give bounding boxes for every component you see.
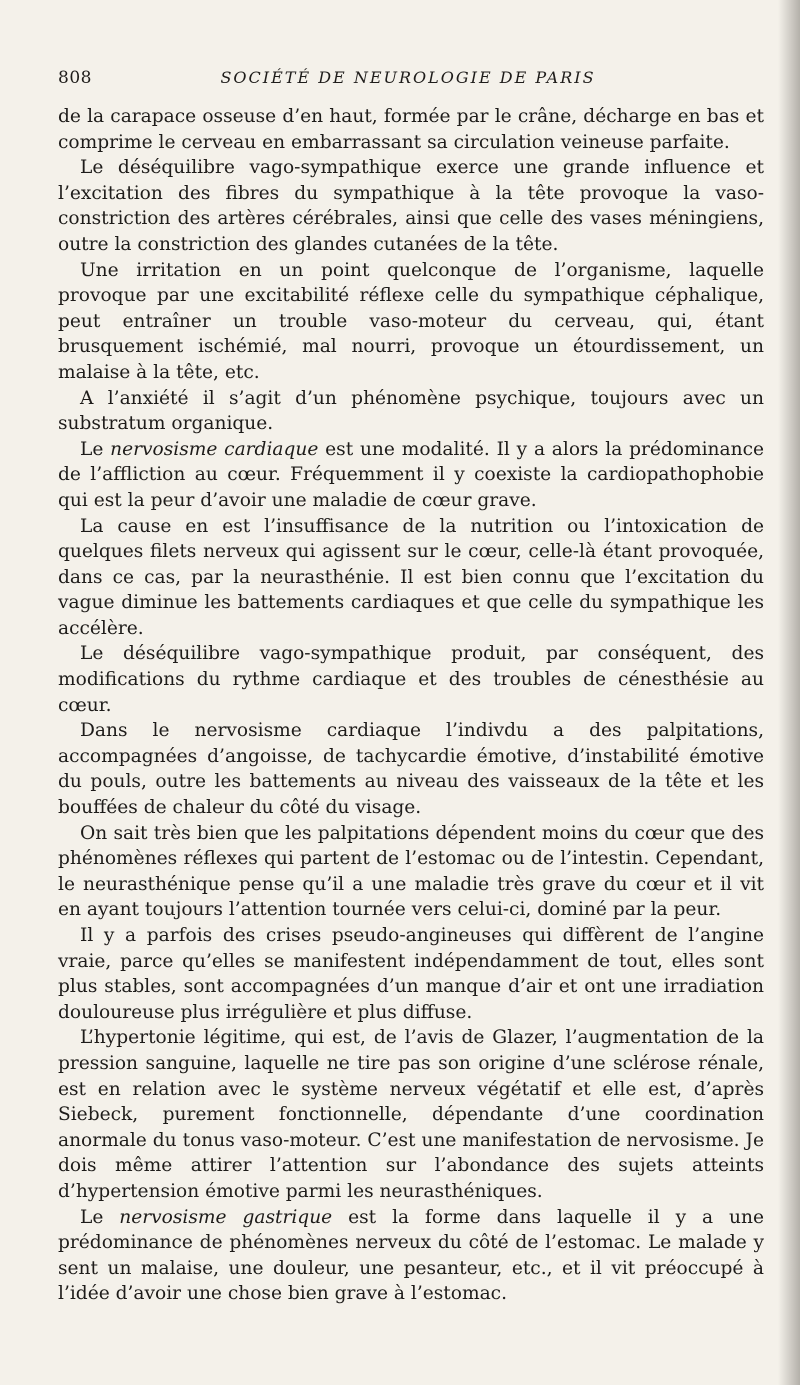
paragraph-2: Le déséquilibre vago-sympathique exerce une grande influence et l’excitation des fibres du sympathique à la tête provoque la vaso-constriction des artères cérébrales, ainsi que celle des vases méningiens, outre la constriction des glandes cutanées de la tête.: [58, 157, 764, 255]
paragraph-9: On sait très bien que les palpitations dépendent moins du cœur que des phénomènes réflexes qui partent de l’estomac ou de l’intestin. Cependant, le neurasthénique pense qu’il a une maladie très grave du cœur et il vit en ayant toujours l’attention tournée vers celui-ci, dominé par la peur.: [58, 822, 764, 921]
paragraph-10: Il y a parfois des crises pseudo-angineuses qui diffèrent de l’angine vraie, parce qu’elles se manifestent indépendamment de tout, elles sont plus stables, sont accompagnées d’un manque d’air et ont une irradiation douloureuse plus irrégulière et plus diffuse.: [58, 925, 764, 1023]
paragraph-8: Dans le nervosisme cardiaque l’indivdu a des palpitations, accompagnées d’angoisse, de tachycardie émotive, d’instabilité émotive du pouls, outre les battements au niveau des vaisseaux de la tête et les bouffées de chaleur du côté du visage.: [58, 720, 764, 819]
running-title: SOCIÉTÉ DE NEUROLOGIE DE PARIS: [220, 68, 596, 87]
term-nervosisme-gastrique: nervosisme gastrique: [119, 1206, 333, 1228]
paragraph-11: L’hypertonie légitime, qui est, de l’avis de Glazer, l’augmentation de la pression sanguine, laquelle ne tire pas son origine d’une sclérose rénale, est en relation avec le système nerveux végétatif et elle est, d’après Siebeck, purement fonctionnelle, dépendante d’une coordination anormale du tonus vaso-moteur. C’est une manifestation de nervosisme. Je dois même attirer l’attention sur l’abondance des sujets atteints d’hypertension émotive parmi les neurasthéniques.: [58, 1027, 764, 1202]
paragraph-4: A l’anxiété il s’agit d’un phénomène psychique, toujours avec un substratum organique.: [58, 387, 764, 435]
page-edge-shadow: [778, 0, 800, 1385]
paragraph-6: La cause en est l’insuffisance de la nutrition ou l’intoxication de quelques filets nerveux qui agissent sur le cœur, celle-là étant provoquée, dans ce cas, par la neurasthénie. Il est bien connu que l’excitation du vague diminue les battements cardiaques et que celle du sympathique les accélère.: [58, 515, 764, 639]
paragraph-1: de la carapace osseuse d’en haut, formée par le crâne, décharge en bas et comprime le cerveau en embarrassant sa circulation veineuse parfaite.: [58, 106, 764, 153]
paragraph-5: Le nervosisme cardiaque est une modalité. Il y a alors la prédominance de l’affliction au cœur. Fréquemment il y coexiste la cardiopathophobie qui est la peur d’avoir une maladie de cœur grave.: [58, 438, 764, 511]
body-text: [58, 104, 764, 1307]
page-number: 808: [58, 68, 92, 88]
page-header: [58, 68, 758, 92]
term-nervosisme-cardiaque: nervosisme cardiaque: [110, 438, 319, 460]
paragraph-12: Le nervosisme gastrique est la forme dans laquelle il y a une prédominance de phénomènes nerveux du côté de l’estomac. Le malade y sent un malaise, une douleur, une pesanteur, etc., et il vit préoccupé à l’idée d’avoir une chose bien grave à l’estomac.: [58, 1206, 764, 1305]
paragraph-3: Une irritation en un point quelconque de l’organisme, laquelle provoque par une excitabilité réflexe celle du sympathique céphalique, peut entraîner un trouble vaso-moteur du cerveau, qui, étant brusquement ischémié, mal nourri, provoque un étourdissement, un malaise à la tête, etc.: [58, 259, 764, 383]
paragraph-7: Le déséquilibre vago-sympathique produit, par conséquent, des modifications du rythme cardiaque et des troubles de cénesthésie au cœur.: [58, 643, 764, 716]
